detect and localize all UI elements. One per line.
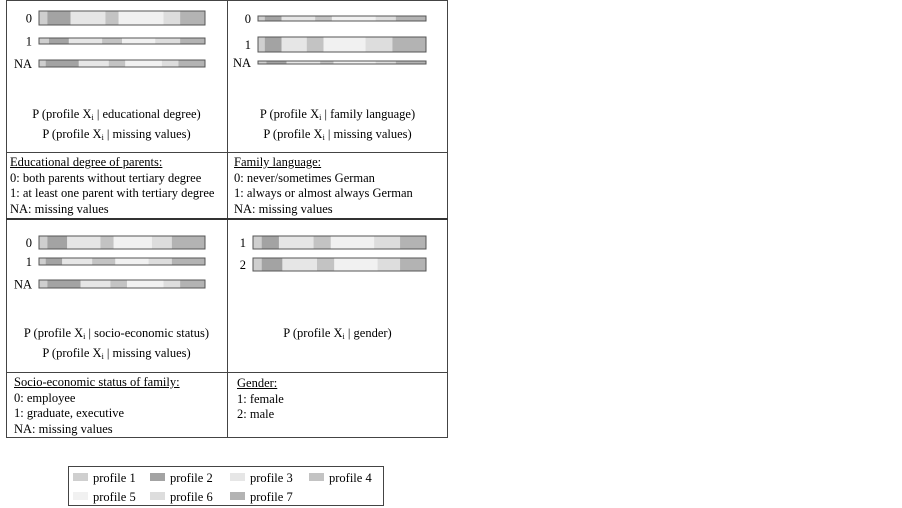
caption-line: P (profile $X_i$ | missing values) [263,127,412,142]
category-label: 2 [239,258,246,272]
category-label: NA [232,56,251,70]
description-ses [14,375,180,437]
bar-segment [366,37,393,52]
caption-education [6,106,227,146]
category-label: 0 [25,11,32,26]
divider-top [6,152,448,153]
panel-ses [6,220,227,372]
bar-segment [47,11,70,25]
bar-segment [265,16,282,21]
caption-line: P (profile $X_i$ | gender) [283,326,392,341]
description-line: NA: missing values [10,201,109,216]
legend-swatch [150,492,165,500]
category-label: 1 [25,34,32,49]
bar-segment [253,236,262,249]
bar-segment [39,258,46,265]
bar-segment [79,60,109,67]
bar-segment [164,280,181,288]
description-education [10,155,214,217]
bar-segment [258,16,265,21]
bar-segment [172,258,205,265]
bar-segment [392,37,426,52]
description-line: 1: at least one parent with tertiary degree [10,186,215,200]
caption-line: P (profile $X_i$ | missing values) [42,346,191,361]
legend-label: profile 5 [93,490,136,504]
bar-segment [105,11,118,25]
chart-gender [227,220,448,320]
legend-item [150,471,213,485]
panel-language [227,0,448,152]
description-line: 1: always or almost always German [234,186,413,200]
bar-segment [46,258,63,265]
description-line: 2: male [237,407,275,421]
category-label: 0 [25,236,32,250]
bar-segment [102,38,122,44]
bar-segment [324,37,366,52]
description-line: NA: missing values [234,201,333,216]
bar-segment [122,38,155,44]
bar-segment [115,258,148,265]
category-label: 0 [244,12,251,26]
bar-segment [39,11,47,25]
bar-segment [180,38,205,44]
bar-segment [279,236,314,249]
legend-item [73,471,136,485]
bar-segment [258,37,265,52]
bar-segment [178,60,205,67]
bar-segment [307,37,324,52]
bar-segment [39,280,47,288]
bar-segment [334,258,377,271]
legend-item [73,490,136,504]
bar-segment [314,236,331,249]
bar-segment [180,11,205,25]
category-label: 1 [244,38,251,52]
description-gender [237,376,284,423]
panel-education [6,0,227,152]
category-label: 1 [25,255,32,269]
bar-segment [265,37,282,52]
bar-segment [39,38,49,44]
bar-segment [262,236,279,249]
bar-segment [282,37,307,52]
description-line: 0: never/sometimes German [234,170,375,185]
legend-label: profile 7 [250,490,293,504]
legend-label: profile 4 [329,471,372,485]
bar-segment [62,258,92,265]
legend-label: profile 3 [250,471,293,485]
bar-segment [282,258,317,271]
legend [68,466,384,506]
description-line: NA: missing values [14,421,113,436]
legend-item [230,490,293,504]
bar-segment [282,16,316,21]
caption-line: P (profile $X_i$ | family language) [259,107,416,122]
legend-item [150,490,213,504]
bar-segment [162,60,179,67]
legend-label: profile 6 [170,490,213,504]
panel-gender [227,220,448,372]
bar-segment [110,280,127,288]
bar-segment [47,280,80,288]
legend-label: profile 2 [170,471,213,485]
divider-bottom [6,372,448,373]
legend-swatch [230,492,245,500]
bar-segment [180,280,205,288]
legend-item [309,471,372,485]
bar-segment [109,60,126,67]
bar-segment [164,11,181,25]
legend-swatch [73,492,88,500]
bar-segment [400,258,426,271]
bar-segment [332,16,376,21]
bar-segment [92,258,115,265]
legend-label: profile 1 [93,471,136,485]
caption-line: P (profile $X_i$ | educational degree) [32,107,201,122]
bar-segment [376,16,396,21]
bar-segment [396,16,426,21]
chart-ses [6,220,227,320]
bar-segment [46,60,79,67]
description-title: Family language: [234,155,322,169]
caption-gender [227,325,448,345]
bar-segment [114,236,152,249]
description-line: 1: graduate, executive [14,406,125,420]
bar-segment [69,38,102,44]
bar-segment [262,258,283,271]
bar-segment [67,236,100,249]
bar-segment [49,38,69,44]
legend-swatch [309,473,324,481]
description-title: Socio-economic status of family: [14,375,180,389]
bar-segment [400,236,426,249]
caption-line: P (profile $X_i$ | missing values) [42,127,191,142]
bar-segment [317,258,334,271]
bar-segment [152,236,172,249]
legend-swatch [150,473,165,481]
legend-swatch [73,473,88,481]
bar-segment [100,236,113,249]
bar-segment [39,60,46,67]
bar-segment [155,38,180,44]
bar-segment [71,11,106,25]
bar-segment [149,258,172,265]
bar-segment [331,236,374,249]
chart-education [6,0,227,100]
description-title: Gender: [237,376,278,390]
bar-segment [374,236,400,249]
caption-ses [6,325,227,365]
caption-line: P (profile $X_i$ | socio-economic status) [23,326,210,341]
bar-segment [315,16,332,21]
description-language [234,155,413,217]
legend-item [230,471,293,485]
bar-segment [119,11,164,25]
description-line: 0: both parents without tertiary degree [10,170,202,185]
legend-swatch [230,473,245,481]
category-label: NA [13,277,32,292]
caption-language [227,106,448,146]
description-line: 1: female [237,391,284,406]
bar-segment [125,60,162,67]
bar-segment [39,236,47,249]
bar-segment [172,236,205,249]
description-line: 0: employee [14,390,76,405]
bar-segment [127,280,164,288]
category-label: NA [13,57,32,71]
bar-segment [81,280,111,288]
bar-segment [378,258,400,271]
category-label: 1 [239,236,246,250]
bar-segment [47,236,67,249]
description-title: Educational degree of parents: [10,155,163,169]
chart-language [227,0,448,100]
bar-segment [253,258,262,271]
